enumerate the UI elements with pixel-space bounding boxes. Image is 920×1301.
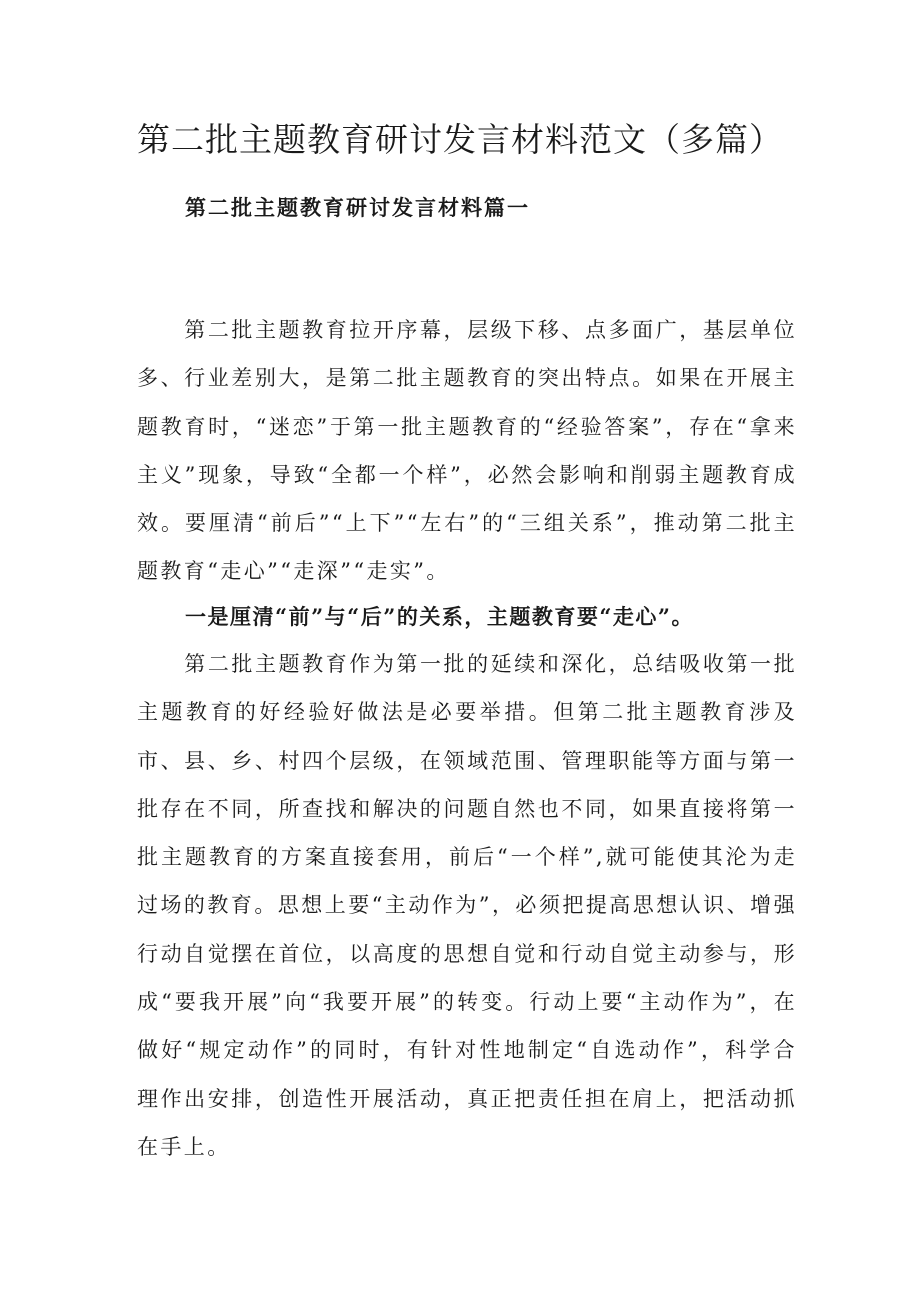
document-title: 第二批主题教育研讨发言材料范文（多篇） (137, 120, 783, 159)
subheading-front-back: 一是厘清“前”与“后”的关系，主题教育要“走心”。 (185, 604, 694, 629)
intro-paragraph: 第二批主题教育拉开序幕，层级下移、点多面广，基层单位多、行业差别大，是第二批主题教育的突出特点。如果在开展主题教育时，“迷恋”于第一批主题教育的“经验答案”，存在“拿来主义”现象，导致“全都一个样”，必然会影响和削弱主题教育成效。要厘清“前后”“上下”“左右”的“三组关系”，推动第二批主题教育“走心”“走深”“走实”。 (137, 318, 797, 584)
section-heading: 第二批主题教育研讨发言材料篇一 (185, 195, 530, 220)
body-paragraph: 第二批主题教育作为第一批的延续和深化，总结吸收第一批主题教育的好经验好做法是必要举措。但第二批主题教育涉及市、县、乡、村四个层级，在领域范围、管理职能等方面与第一批存在不同，所查找和解决的问题自然也不同，如果直接将第一批主题教育的方案直接套用，前后“一个样”,就可能使其沦为走过场的教育。思想上要“主动作为”，必须把提高思想认识、增强行动自觉摆在首位，以高度的思想自觉和行动自觉主动参与，形成“要我开展”向“我要开展”的转变。行动上要“主动作为”，在做好“规定动作”的同时，有针对性地制定“自选动作”，科学合理作出安排，创造性开展活动，真正把责任担在肩上，把活动抓在手上。 (137, 652, 797, 1159)
